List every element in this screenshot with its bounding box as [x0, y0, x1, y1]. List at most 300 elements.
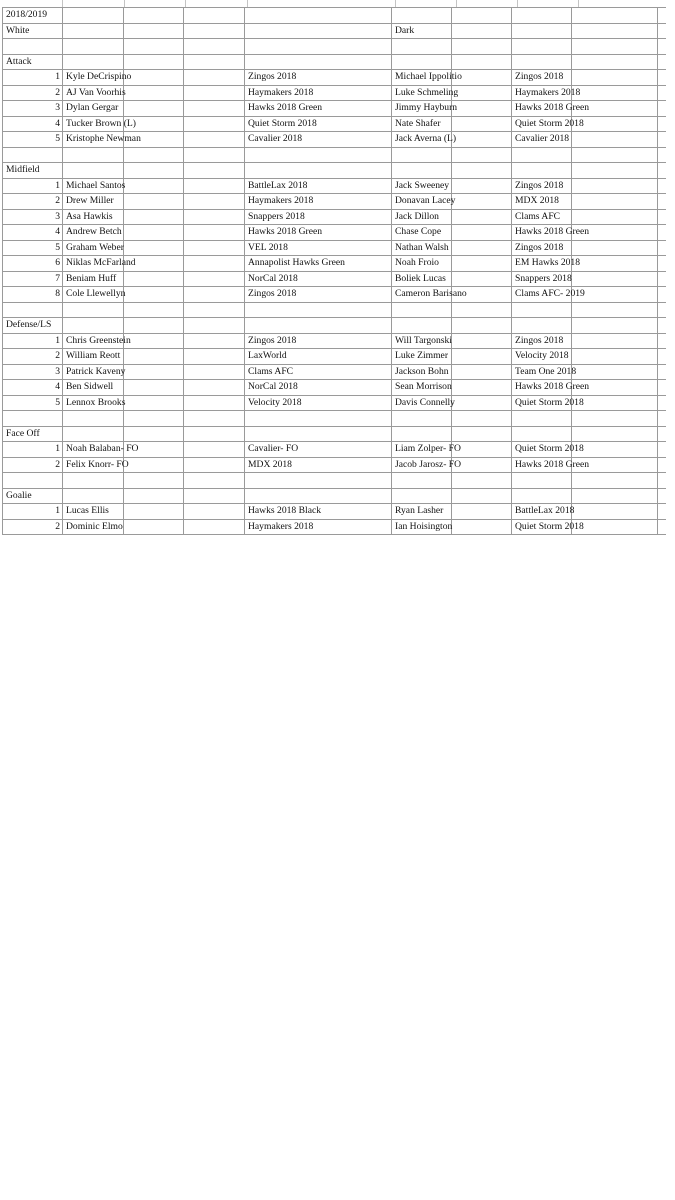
cell[interactable]	[571, 427, 658, 442]
cell[interactable]	[391, 287, 467, 302]
cell[interactable]	[123, 163, 183, 178]
cell[interactable]	[244, 520, 391, 535]
cell[interactable]	[183, 489, 244, 504]
cell[interactable]	[244, 225, 391, 240]
cell[interactable]	[511, 117, 584, 132]
cell[interactable]	[62, 473, 123, 488]
cell[interactable]	[62, 241, 123, 256]
cell[interactable]	[451, 411, 511, 426]
cell[interactable]	[2, 272, 62, 287]
cell[interactable]	[183, 458, 244, 473]
cell[interactable]	[451, 272, 511, 287]
cell[interactable]	[183, 334, 244, 349]
cell[interactable]	[391, 24, 451, 39]
cell[interactable]	[62, 349, 123, 364]
cell[interactable]	[511, 504, 575, 519]
cell[interactable]	[123, 411, 183, 426]
white-player-club: Snappers 2018	[248, 210, 305, 222]
dark-player-name: Jack Dillon	[395, 210, 439, 222]
cell[interactable]	[451, 210, 511, 225]
cell[interactable]	[62, 365, 126, 380]
cell[interactable]	[2, 303, 62, 318]
cell[interactable]	[2, 225, 62, 240]
cell[interactable]	[391, 349, 451, 364]
cell[interactable]	[571, 473, 658, 488]
cell[interactable]	[62, 39, 123, 54]
cell[interactable]	[451, 179, 511, 194]
cell[interactable]	[511, 39, 571, 54]
cell[interactable]	[391, 70, 462, 85]
cell[interactable]	[451, 241, 511, 256]
cell[interactable]	[571, 334, 658, 349]
cell[interactable]	[571, 504, 658, 519]
cell[interactable]	[571, 365, 658, 380]
cell[interactable]	[183, 349, 244, 364]
cell[interactable]	[451, 334, 511, 349]
cell[interactable]	[123, 148, 183, 163]
cell[interactable]	[183, 318, 244, 333]
cell[interactable]	[183, 411, 244, 426]
cell[interactable]	[244, 70, 391, 85]
dark-player-club: Hawks 2018 Green	[515, 381, 590, 392]
cell[interactable]	[571, 39, 658, 54]
cell[interactable]	[511, 55, 571, 70]
cell[interactable]	[62, 287, 126, 302]
cell[interactable]	[123, 489, 183, 504]
cell[interactable]	[511, 101, 590, 116]
cell[interactable]	[2, 520, 62, 535]
cell[interactable]	[2, 117, 62, 132]
cell[interactable]	[62, 225, 123, 240]
cell[interactable]	[511, 163, 571, 178]
cell[interactable]	[2, 256, 62, 271]
cell[interactable]	[2, 442, 62, 457]
cell[interactable]	[244, 427, 391, 442]
cell[interactable]	[183, 86, 244, 101]
cell[interactable]	[62, 70, 132, 85]
cell[interactable]	[2, 380, 62, 395]
cell[interactable]	[244, 380, 391, 395]
cell[interactable]	[571, 349, 658, 364]
cell[interactable]	[571, 411, 658, 426]
cell[interactable]	[451, 520, 511, 535]
cell[interactable]	[451, 132, 511, 147]
cell[interactable]	[183, 210, 244, 225]
cell[interactable]	[451, 163, 511, 178]
cell[interactable]	[62, 411, 123, 426]
cell[interactable]	[2, 24, 62, 39]
cell[interactable]	[2, 132, 62, 147]
cell[interactable]	[391, 318, 451, 333]
cell[interactable]	[511, 287, 585, 302]
cell[interactable]	[62, 132, 141, 147]
cell[interactable]	[571, 179, 658, 194]
cell[interactable]	[244, 303, 391, 318]
cell[interactable]	[244, 194, 391, 209]
cell[interactable]	[123, 427, 183, 442]
cell[interactable]	[391, 86, 459, 101]
cell[interactable]	[2, 8, 62, 23]
cell[interactable]	[391, 396, 455, 411]
cell[interactable]	[123, 287, 183, 302]
cell[interactable]	[571, 396, 658, 411]
cell[interactable]	[62, 148, 123, 163]
cell[interactable]	[62, 427, 123, 442]
cell[interactable]	[571, 24, 658, 39]
cell[interactable]	[511, 132, 571, 147]
cell[interactable]	[451, 101, 511, 116]
cell[interactable]	[123, 365, 183, 380]
cell[interactable]	[123, 101, 183, 116]
cell[interactable]	[62, 489, 123, 504]
cell[interactable]	[391, 427, 451, 442]
cell[interactable]	[391, 520, 451, 535]
cell[interactable]	[183, 365, 244, 380]
cell[interactable]	[2, 86, 62, 101]
cell[interactable]	[244, 473, 391, 488]
cell[interactable]	[123, 303, 183, 318]
cell[interactable]	[451, 55, 511, 70]
cell[interactable]	[244, 24, 391, 39]
cell[interactable]	[183, 272, 244, 287]
cell[interactable]	[244, 101, 391, 116]
dark-player-name: Noah Froio	[395, 257, 439, 268]
cell[interactable]	[123, 179, 183, 194]
cell[interactable]	[571, 256, 658, 271]
cell[interactable]	[571, 489, 658, 504]
cell[interactable]	[391, 148, 451, 163]
cell[interactable]	[123, 380, 183, 395]
cell[interactable]	[123, 396, 183, 411]
cell[interactable]	[451, 427, 511, 442]
cell[interactable]	[244, 318, 391, 333]
cell[interactable]	[391, 8, 451, 23]
cell[interactable]	[511, 427, 571, 442]
cell[interactable]	[391, 163, 451, 178]
cell[interactable]	[511, 349, 571, 364]
cell[interactable]	[451, 349, 511, 364]
cell[interactable]	[391, 380, 451, 395]
cell[interactable]	[2, 458, 62, 473]
cell[interactable]	[244, 489, 391, 504]
cell[interactable]	[391, 241, 451, 256]
cell[interactable]	[511, 334, 571, 349]
cell[interactable]	[62, 194, 123, 209]
cell[interactable]	[2, 70, 62, 85]
cell[interactable]	[244, 458, 391, 473]
cell[interactable]	[571, 272, 658, 287]
cell[interactable]	[571, 8, 658, 23]
cell[interactable]	[62, 272, 123, 287]
cell[interactable]	[391, 489, 451, 504]
cell[interactable]	[183, 504, 244, 519]
cell[interactable]	[244, 163, 391, 178]
cell[interactable]	[2, 473, 62, 488]
cell[interactable]	[183, 225, 244, 240]
cell[interactable]	[511, 272, 571, 287]
cell[interactable]	[511, 225, 590, 240]
cell[interactable]	[2, 365, 62, 380]
cell[interactable]	[511, 8, 571, 23]
cell[interactable]	[571, 163, 658, 178]
cell[interactable]	[2, 148, 62, 163]
cell[interactable]	[183, 70, 244, 85]
cell[interactable]	[511, 24, 571, 39]
cell[interactable]	[2, 194, 62, 209]
cell[interactable]	[62, 163, 123, 178]
cell[interactable]	[183, 24, 244, 39]
cell[interactable]	[244, 411, 391, 426]
cell[interactable]	[244, 396, 391, 411]
cell[interactable]	[571, 210, 658, 225]
cell[interactable]	[571, 86, 658, 101]
white-player-name: Patrick Kaveny	[66, 365, 126, 377]
cell[interactable]	[391, 256, 451, 271]
cell[interactable]	[183, 396, 244, 411]
cell[interactable]	[123, 520, 183, 535]
cell[interactable]	[183, 473, 244, 488]
cell[interactable]	[451, 396, 511, 411]
cell[interactable]	[451, 8, 511, 23]
cell[interactable]	[183, 241, 244, 256]
cell[interactable]	[62, 504, 123, 519]
cell[interactable]	[391, 179, 451, 194]
cell[interactable]	[2, 287, 62, 302]
cell[interactable]	[62, 86, 126, 101]
cell[interactable]	[451, 225, 511, 240]
cell[interactable]	[511, 458, 590, 473]
cell[interactable]	[123, 334, 183, 349]
cell[interactable]	[183, 194, 244, 209]
cell[interactable]	[123, 55, 183, 70]
cell[interactable]	[391, 411, 451, 426]
cell[interactable]	[391, 210, 451, 225]
cell[interactable]	[511, 442, 584, 457]
cell[interactable]	[571, 117, 658, 132]
cell[interactable]	[511, 365, 577, 380]
cell[interactable]	[391, 458, 462, 473]
cell[interactable]	[571, 520, 658, 535]
cell[interactable]	[451, 194, 511, 209]
cell[interactable]	[123, 458, 183, 473]
cell[interactable]	[244, 55, 391, 70]
cell[interactable]	[62, 256, 136, 271]
cell[interactable]	[183, 117, 244, 132]
cell[interactable]	[123, 210, 183, 225]
cell[interactable]	[123, 86, 183, 101]
cell[interactable]	[511, 179, 571, 194]
cell[interactable]	[183, 148, 244, 163]
cell[interactable]	[244, 117, 391, 132]
cell[interactable]	[183, 303, 244, 318]
cell[interactable]	[62, 318, 123, 333]
cell[interactable]	[183, 132, 244, 147]
cell[interactable]	[451, 303, 511, 318]
cell[interactable]	[62, 8, 123, 23]
cell[interactable]	[391, 272, 451, 287]
cell[interactable]	[511, 210, 571, 225]
cell[interactable]	[571, 318, 658, 333]
cell[interactable]	[183, 55, 244, 70]
cell[interactable]	[183, 179, 244, 194]
cell[interactable]	[391, 194, 456, 209]
cell[interactable]	[571, 442, 658, 457]
cell[interactable]	[571, 194, 658, 209]
cell[interactable]	[62, 458, 129, 473]
cell[interactable]	[2, 318, 62, 333]
cell[interactable]	[451, 365, 511, 380]
cell[interactable]	[391, 334, 451, 349]
cell[interactable]	[391, 55, 451, 70]
cell[interactable]	[62, 101, 123, 116]
cell[interactable]	[451, 473, 511, 488]
cell[interactable]	[2, 427, 62, 442]
cell[interactable]	[511, 148, 571, 163]
cell[interactable]	[511, 303, 571, 318]
cell[interactable]	[391, 473, 451, 488]
white-player-name: Chris Greenstein	[66, 334, 131, 346]
cell[interactable]	[244, 86, 391, 101]
cell[interactable]	[62, 55, 123, 70]
cell[interactable]	[451, 148, 511, 163]
cell[interactable]	[123, 241, 183, 256]
cell[interactable]	[391, 303, 451, 318]
cell[interactable]	[2, 241, 62, 256]
cell[interactable]	[123, 70, 183, 85]
cell[interactable]	[511, 256, 581, 271]
cell[interactable]	[244, 365, 391, 380]
cell[interactable]	[391, 365, 451, 380]
cell[interactable]	[571, 241, 658, 256]
cell[interactable]	[244, 148, 391, 163]
cell[interactable]	[2, 504, 62, 519]
cell[interactable]	[511, 194, 571, 209]
cell[interactable]	[2, 179, 62, 194]
cell[interactable]	[183, 163, 244, 178]
cell[interactable]	[244, 504, 391, 519]
cell[interactable]	[123, 349, 183, 364]
cell[interactable]	[2, 101, 62, 116]
cell[interactable]	[511, 411, 571, 426]
cell[interactable]	[62, 179, 126, 194]
cell[interactable]	[571, 55, 658, 70]
cell[interactable]	[123, 225, 183, 240]
cell[interactable]	[511, 241, 571, 256]
cell[interactable]	[183, 442, 244, 457]
cell[interactable]	[571, 70, 658, 85]
cell[interactable]	[451, 117, 511, 132]
cell[interactable]	[123, 194, 183, 209]
cell[interactable]	[2, 210, 62, 225]
white-player-club: Cavalier- FO	[248, 443, 299, 454]
cell[interactable]	[451, 24, 511, 39]
cell[interactable]	[62, 210, 123, 225]
cell[interactable]	[391, 39, 451, 54]
cell[interactable]	[511, 396, 584, 411]
cell[interactable]	[244, 287, 391, 302]
cell[interactable]	[391, 225, 451, 240]
cell[interactable]	[123, 24, 183, 39]
cell[interactable]	[183, 380, 244, 395]
cell[interactable]	[391, 442, 461, 457]
cell[interactable]	[511, 489, 571, 504]
cell[interactable]	[62, 117, 136, 132]
cell[interactable]	[183, 39, 244, 54]
cell[interactable]	[123, 272, 183, 287]
cell[interactable]	[451, 504, 511, 519]
cell[interactable]	[2, 489, 62, 504]
cell[interactable]	[123, 318, 183, 333]
cell[interactable]	[571, 303, 658, 318]
cell[interactable]	[123, 39, 183, 54]
cell[interactable]	[183, 8, 244, 23]
cell[interactable]	[451, 318, 511, 333]
cell[interactable]	[244, 39, 391, 54]
cell[interactable]	[183, 256, 244, 271]
cell[interactable]	[244, 334, 391, 349]
cell[interactable]	[511, 380, 590, 395]
cell[interactable]	[451, 86, 511, 101]
cell[interactable]	[511, 86, 581, 101]
cell[interactable]	[62, 520, 123, 535]
cell[interactable]	[391, 101, 458, 116]
cell[interactable]	[183, 520, 244, 535]
cell[interactable]	[183, 427, 244, 442]
cell[interactable]	[62, 334, 131, 349]
cell[interactable]	[244, 210, 391, 225]
cell[interactable]	[244, 349, 391, 364]
cell[interactable]	[2, 39, 62, 54]
cell[interactable]	[183, 287, 244, 302]
cell[interactable]	[244, 179, 391, 194]
cell[interactable]	[391, 132, 457, 147]
cell[interactable]	[2, 349, 62, 364]
cell[interactable]	[244, 241, 391, 256]
cell[interactable]	[123, 8, 183, 23]
cell[interactable]	[62, 396, 126, 411]
cell[interactable]	[123, 504, 183, 519]
cell[interactable]	[2, 55, 62, 70]
cell[interactable]	[451, 39, 511, 54]
cell[interactable]	[244, 272, 391, 287]
cell[interactable]	[244, 8, 391, 23]
cell[interactable]	[511, 70, 571, 85]
cell[interactable]	[511, 473, 571, 488]
cell[interactable]	[511, 520, 584, 535]
cell[interactable]	[511, 318, 571, 333]
cell[interactable]	[571, 132, 658, 147]
cell[interactable]	[2, 411, 62, 426]
cell[interactable]	[244, 442, 391, 457]
cell[interactable]	[62, 303, 123, 318]
cell[interactable]	[2, 396, 62, 411]
cell[interactable]	[62, 24, 123, 39]
cell[interactable]	[451, 489, 511, 504]
cell[interactable]	[183, 101, 244, 116]
cell[interactable]	[391, 504, 451, 519]
cell[interactable]	[62, 380, 123, 395]
cell[interactable]	[2, 163, 62, 178]
cell[interactable]	[62, 442, 139, 457]
cell[interactable]	[244, 132, 391, 147]
cell[interactable]	[451, 380, 511, 395]
cell[interactable]	[571, 148, 658, 163]
cell[interactable]	[244, 256, 391, 271]
cell[interactable]	[2, 334, 62, 349]
cell[interactable]	[391, 117, 451, 132]
cell[interactable]	[123, 473, 183, 488]
cell[interactable]	[451, 256, 511, 271]
